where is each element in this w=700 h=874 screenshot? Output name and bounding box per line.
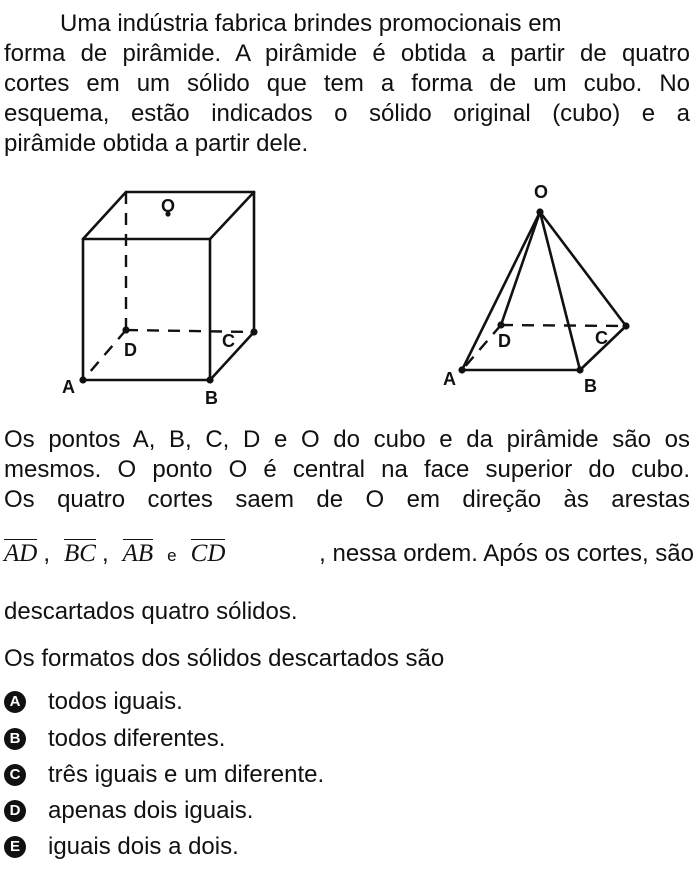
option-text: três iguais e um diferente. [48,761,325,788]
cube-point-d [122,326,129,333]
option-text: todos diferentes. [48,725,226,752]
segment-separator: , [43,540,50,567]
segment-cd: CD [190,540,226,567]
segments-line [4,537,694,571]
segment-bc: BC [64,540,96,567]
cube-hidden-edge-ad [83,330,126,380]
pyramid-hidden-edge-dc [501,325,626,326]
pyramid-label-b: B [584,376,597,396]
segment-conjunction: e [167,546,177,565]
segments-after-text: , nessa ordem. Após os cortes, são [319,540,694,567]
description-line-2: mesmos. O ponto O é central na face superior do cubo. [4,456,690,483]
intro-line-4: esquema, estão indicados o sólido original (cubo) e a [4,100,690,127]
option-letter-badge: D [4,800,26,822]
cube-point-a [79,376,86,383]
cube-label-c: C [222,331,235,351]
option-a[interactable] [4,687,183,717]
cube-label-d: D [124,340,137,360]
cube-edge [210,192,254,239]
intro-line-5: pirâmide obtida a partir dele. [4,130,309,157]
pyramid-label-c: C [595,328,608,348]
cube-figure [40,180,300,410]
pyramid-point-d [497,321,504,328]
segment-ad: AD [4,540,38,567]
discarded-line: descartados quatro sólidos. [4,598,298,625]
cube-label-o: O [161,196,176,216]
option-text: todos iguais. [48,688,183,715]
pyramid-label-a: A [443,369,456,389]
pyramid-edge-ob [540,212,580,370]
option-letter-badge: E [4,836,26,858]
cube-label-a: A [62,377,75,397]
pyramid-edge-od [501,212,540,325]
question-text: Os formatos dos sólidos descartados são [4,645,445,672]
option-letter-badge: C [4,764,26,786]
pyramid-figure [430,180,650,410]
description-line-3: Os quatro cortes saem de O em direção às arestas [4,486,690,513]
pyramid-point-c [622,322,629,329]
intro-paragraph [4,9,690,159]
option-d[interactable] [4,796,253,826]
pyramid-point-o [536,208,543,215]
description-paragraph [4,425,690,515]
pyramid-label-d: D [498,331,511,351]
option-text: apenas dois iguais. [48,797,254,824]
intro-line-3: cortes em um sólido que tem a forma de um cubo. No [4,70,690,97]
segments-group [4,537,225,573]
segment-separator: , [101,540,109,567]
pyramid-point-a [458,366,465,373]
segment-ab: AB [122,540,154,567]
option-c[interactable] [4,760,324,790]
option-text: iguais dois a dois. [48,833,239,860]
intro-line-2: forma de pirâmide. A pirâmide é obtida a partir de quatro [4,40,690,67]
option-letter-badge: A [4,691,26,713]
cube-point-b [206,376,213,383]
pyramid-point-b [576,366,583,373]
option-b[interactable] [4,724,225,754]
option-e[interactable] [4,832,239,862]
cube-point-c [250,328,257,335]
description-line-1: Os pontos A, B, C, D e O do cubo e da pirâmide são os [4,426,690,453]
pyramid-edge-oc [540,212,626,326]
pyramid-label-o: O [534,182,549,202]
intro-line-1 [4,9,690,39]
cube-edge [83,192,126,239]
intro-line-1-text: Uma indústria fabrica brindes promocionais em [60,10,562,37]
cube-label-b: B [205,388,218,408]
option-letter-badge: B [4,728,26,750]
